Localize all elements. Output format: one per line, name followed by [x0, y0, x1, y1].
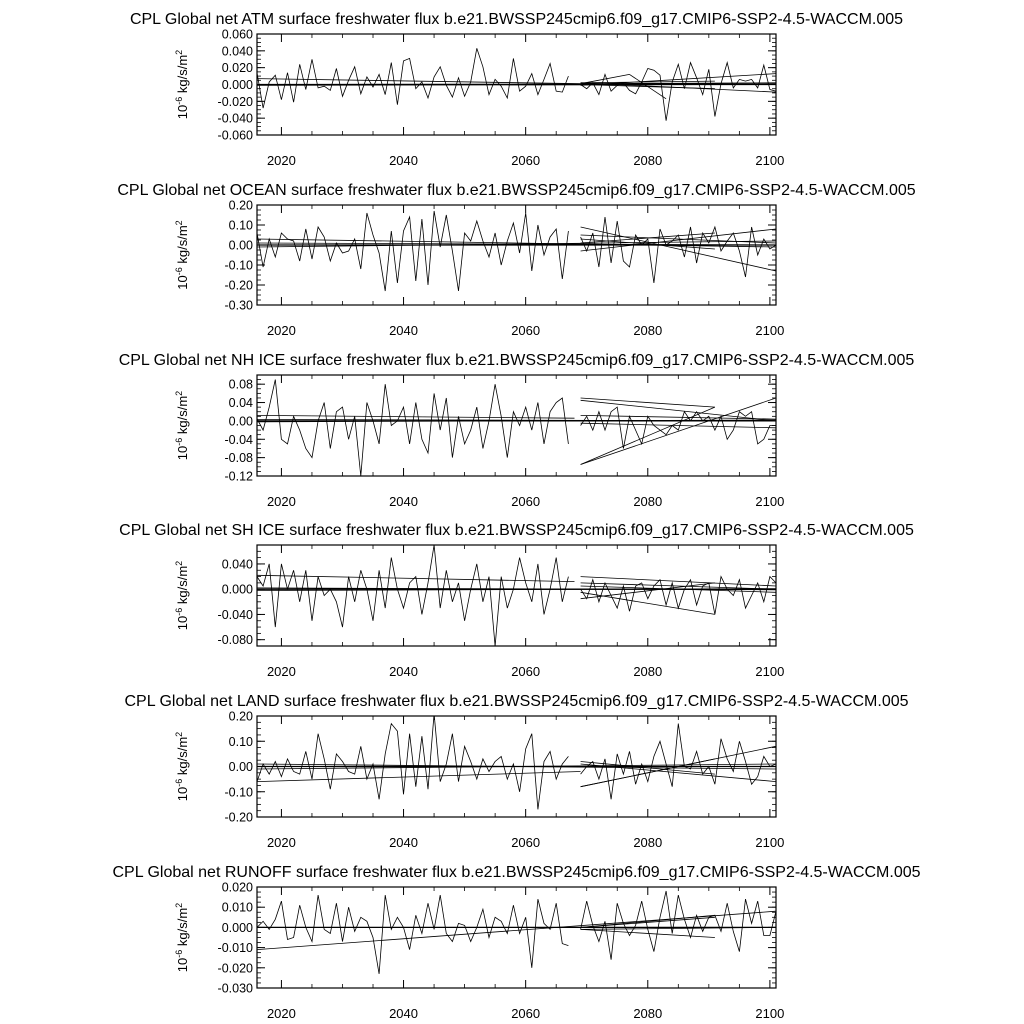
- chart-title: CPL Global net RUNOFF surface freshwater flux b.e21.BWSSP245cmip6.f09_g17.CMIP6-SSP2-4.5-WACCM.005: [112, 864, 921, 881]
- y-tick-label: 0.000: [221, 78, 253, 92]
- y-tick-label: -0.040: [217, 607, 253, 622]
- x-tick-label: 2040: [389, 835, 419, 850]
- y-tick-label: -0.20: [224, 810, 253, 825]
- x-tick-label: 2020: [266, 153, 296, 168]
- series-group: [257, 380, 776, 476]
- chart-panel: [119, 522, 914, 679]
- series-line: [257, 545, 568, 646]
- series-line: [251, 714, 569, 810]
- series-line: [581, 217, 776, 283]
- y-tick-label: 0.000: [221, 582, 253, 597]
- series-group: [251, 714, 776, 810]
- series-line: [251, 895, 569, 974]
- x-tick-label: 2060: [511, 835, 541, 850]
- series-line: [581, 724, 776, 800]
- series-group: [251, 891, 776, 974]
- y-tick-label: 0.00: [228, 414, 253, 429]
- x-tick-label: 2100: [755, 153, 785, 168]
- y-tick-label: -0.020: [217, 961, 253, 976]
- x-tick-label: 2060: [511, 1006, 541, 1021]
- y-tick-label: -0.12: [224, 469, 253, 484]
- y-axis-label: $10^{-6}$ $kg/s/m^2$: [174, 731, 190, 802]
- series-line: [581, 398, 776, 465]
- y-tick-label: 0.10: [228, 734, 253, 749]
- y-tick-label: 0.00: [228, 760, 253, 774]
- y-tick-label: -0.060: [217, 128, 253, 143]
- series-line: [257, 772, 581, 782]
- series-line: [581, 423, 776, 428]
- y-axis-label: $10^{-6}$ $kg/s/m^2$: [174, 560, 190, 631]
- x-tick-label: 2100: [755, 664, 785, 679]
- y-tick-label: 0.10: [228, 218, 253, 233]
- chart-panel: [130, 11, 903, 168]
- y-tick-label: -0.08: [224, 451, 253, 466]
- y-tick-label: -0.010: [217, 941, 253, 956]
- y-tick-label: 0.060: [221, 27, 253, 42]
- plot-frame: [257, 375, 776, 476]
- x-tick-label: 2020: [266, 1006, 296, 1021]
- y-tick-label: 0.020: [221, 880, 253, 895]
- y-tick-label: 0.040: [221, 44, 253, 59]
- series-line: [251, 48, 569, 108]
- chart-panel: [119, 352, 915, 509]
- series-group: [251, 211, 776, 291]
- series-group: [257, 545, 776, 646]
- x-tick-label: 2040: [389, 323, 419, 338]
- x-tick-label: 2020: [266, 664, 296, 679]
- series-line: [581, 227, 776, 271]
- x-tick-label: 2080: [633, 1006, 663, 1021]
- series-line: [257, 79, 581, 84]
- x-tick-label: 2100: [755, 494, 785, 509]
- series-line: [581, 577, 776, 586]
- y-tick-label: -0.10: [224, 258, 253, 273]
- series-line: [257, 415, 575, 418]
- series-line: [581, 415, 776, 419]
- y-tick-label: 0.040: [221, 557, 253, 572]
- x-tick-label: 2080: [633, 153, 663, 168]
- x-tick-label: 2080: [633, 494, 663, 509]
- chart-title: CPL Global net LAND surface freshwater flux b.e21.BWSSP245cmip6.f09_g17.CMIP6-SSP2-4.5-WACCM.005: [124, 693, 909, 710]
- y-axis-label: $10^{-6}$ $kg/s/m^2$: [174, 220, 190, 290]
- chart-title: CPL Global net ATM surface freshwater flux b.e21.BWSSP245cmip6.f09_g17.CMIP6-SSP2-4.5-WACCM.005: [129, 11, 904, 28]
- plot-frame: [257, 887, 776, 988]
- x-tick-label: 2020: [266, 323, 296, 338]
- x-tick-label: 2060: [511, 323, 541, 338]
- x-tick-label: 2060: [511, 664, 541, 679]
- x-tick-label: 2040: [389, 1006, 419, 1021]
- series-line: [581, 583, 776, 589]
- x-tick-label: 2040: [389, 153, 419, 168]
- x-tick-label: 2080: [633, 835, 663, 850]
- chart-title: CPL Global net NH ICE surface freshwater flux b.e21.BWSSP245cmip6.f09_g17.CMIP6-SSP2-4.5-WACCM.005: [118, 352, 915, 369]
- chart-panel: [112, 864, 920, 1021]
- x-tick-label: 2020: [266, 494, 296, 509]
- series-line: [581, 400, 776, 421]
- series-line: [251, 211, 569, 291]
- plot-frame: [257, 545, 776, 646]
- y-tick-label: 0.020: [221, 61, 253, 76]
- x-tick-label: 2080: [633, 323, 663, 338]
- x-tick-label: 2100: [755, 323, 785, 338]
- x-tick-label: 2020: [266, 835, 296, 850]
- y-tick-label: -0.020: [217, 94, 253, 109]
- y-tick-label: 0.010: [221, 900, 253, 915]
- series-line: [581, 407, 776, 448]
- y-tick-label: -0.30: [224, 298, 253, 313]
- x-tick-label: 2100: [755, 1006, 785, 1021]
- chart-panel: [117, 182, 915, 338]
- chart-title: CPL Global net SH ICE surface freshwater flux b.e21.BWSSP245cmip6.f09_g17.CMIP6-SSP2-4.5-WACCM.005: [119, 522, 914, 539]
- y-axis-label: $10^{-6}$ $kg/s/m^2$: [174, 390, 190, 461]
- y-tick-label: 0.20: [228, 198, 253, 213]
- x-tick-label: 2100: [755, 835, 785, 850]
- y-tick-label: -0.10: [224, 785, 253, 800]
- y-axis-label: $10^{-6}$ $kg/s/m^2$: [174, 49, 190, 120]
- x-tick-label: 2040: [389, 664, 419, 679]
- series-line: [257, 380, 568, 476]
- x-tick-label: 2060: [511, 153, 541, 168]
- y-tick-label: 0.20: [228, 709, 253, 724]
- y-tick-label: 0.000: [221, 920, 253, 935]
- series-line: [581, 592, 715, 614]
- y-tick-label: -0.030: [217, 981, 253, 996]
- y-tick-label: -0.080: [217, 633, 253, 648]
- x-tick-label: 2040: [389, 494, 419, 509]
- chart-panel: [124, 693, 908, 850]
- y-tick-label: -0.20: [224, 278, 253, 293]
- series-line: [581, 63, 776, 121]
- x-tick-label: 2080: [633, 664, 663, 679]
- series-line: [581, 229, 776, 251]
- chart-title: CPL Global net OCEAN surface freshwater flux b.e21.BWSSP245cmip6.f09_g17.CMIP6-SSP2-4.5-WACCM.005: [117, 182, 916, 199]
- y-tick-label: 0.00: [228, 238, 253, 253]
- y-tick-label: 0.08: [228, 377, 253, 392]
- x-tick-label: 2060: [511, 494, 541, 509]
- y-tick-label: -0.040: [217, 111, 253, 126]
- y-tick-label: 0.04: [228, 396, 253, 411]
- y-tick-label: -0.04: [224, 432, 253, 447]
- y-axis-label: $10^{-6}$ $kg/s/m^2$: [174, 902, 190, 973]
